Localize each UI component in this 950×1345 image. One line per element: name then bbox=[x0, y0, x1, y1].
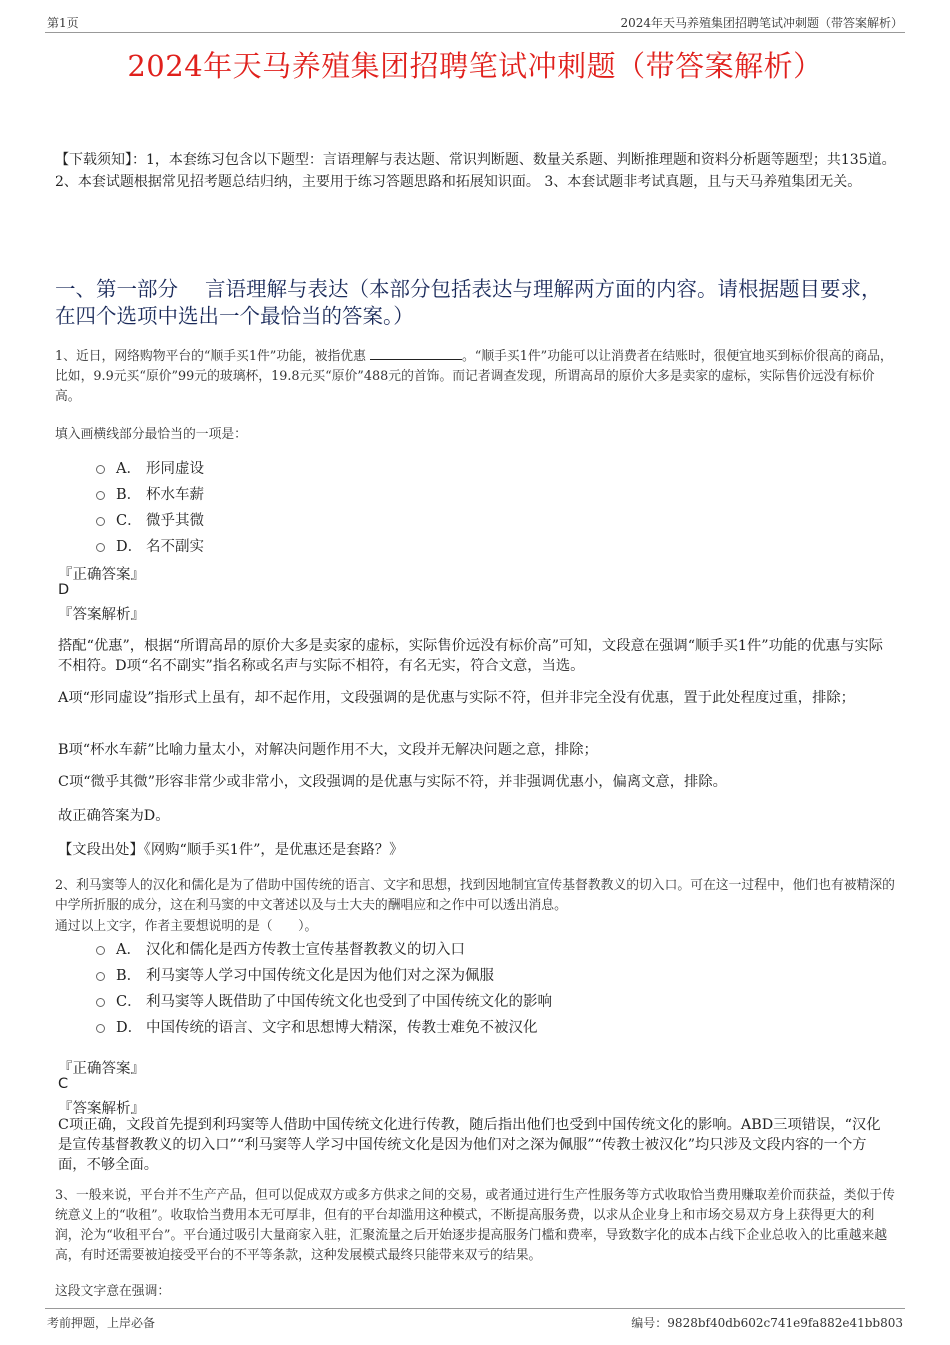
radio-icon[interactable] bbox=[96, 998, 105, 1007]
analysis-paragraph: C项正确，文段首先提到利玛窦等人借助中国传统文化进行传教，随后指出他们也受到中国传统文化的影响。ABD三项错误，“汉化是宣传基督教教义的切入口”“利马窦等人学习中国传统文化是因为他们对之深为佩服”“传教士被汉化”均只涉及文段内容的一个方面，不够全面。 bbox=[58, 1117, 881, 1173]
option-d[interactable]: D． 中国传统的语言、文字和思想博大精深，传教士难免不被汉化 bbox=[96, 1016, 538, 1037]
question-1 bbox=[55, 347, 897, 407]
option-c[interactable]: C． 利马窦等人既借助了中国传统文化也受到了中国传统文化的影响 bbox=[96, 990, 552, 1011]
radio-icon[interactable] bbox=[96, 946, 105, 955]
running-title: 2024年天马养殖集团招聘笔试冲刺题（带答案解析） bbox=[620, 16, 903, 30]
page-title: 2024年天马养殖集团招聘笔试冲刺题（带答案解析） bbox=[127, 49, 823, 83]
document-id: 编号：9828bf40db602c741e9fa882e41bb803 bbox=[631, 1316, 903, 1330]
analysis-paragraph: A项“形同虚设”指形式上虽有，却不起作用，文段强调的是优惠与实际不符，但并非完全没有优惠，置于此处程度过重，排除； bbox=[58, 690, 855, 706]
question-1-prompt: 填入画横线部分最恰当的一项是： bbox=[55, 427, 247, 442]
radio-icon[interactable] bbox=[96, 517, 105, 526]
answer-label: 『正确答案』 bbox=[58, 567, 145, 583]
answer-value: C bbox=[58, 1076, 69, 1092]
answer-label: 『正确答案』 bbox=[58, 1061, 145, 1077]
analysis-paragraph: 搭配“优惠”，根据“所谓高昂的原价大多是卖家的虚标，实际售价远没有标价高”可知，文段意在强调“顺手买1件”功能的优惠与实际不相符。D项“名不副实”指名称或名声与实际不相符，有名无实，符合文意，当选。 bbox=[58, 638, 883, 674]
section-heading: 一、第一部分 言语理解与表达（本部分包括表达与理解两方面的内容。请根据题目要求，在四个选项中选出一个最恰当的答案。） bbox=[55, 277, 882, 328]
analysis-paragraph: B项“杯水车薪”比喻力量太小，对解决问题作用不大，文段并无解决问题之意，排除； bbox=[58, 742, 598, 758]
footer-divider bbox=[45, 1308, 905, 1309]
question-3: 3、一般来说，平台并不生产产品，但可以促成双方或多方供求之间的交易，或者通过进行生产性服务等方式收取恰当费用赚取差价而获益，类似于传统意义上的“收租”。收取恰当费用本无可厚非，但有的平台却滥用这种模式，不断提高服务费，以求从企业身上和市场交易双方身上获得更大的利润，沦为“收租平台”。平台通过吸引大量商家入驻，汇聚流量之后开始逐步提高服务门槛和费率，导致数字化的成本占线下企业总收入的比重越来越高，有时还需要被迫接受平台的不平等条款，这种发展模式最终只能带来双亏的结果。 bbox=[55, 1188, 895, 1263]
footer-slogan: 考前押题，上岸必备 bbox=[47, 1316, 156, 1330]
option-b[interactable]: B． 杯水车薪 bbox=[96, 483, 204, 504]
option-c[interactable]: C． 微乎其微 bbox=[96, 509, 204, 530]
option-a[interactable]: A． 形同虚设 bbox=[96, 457, 204, 478]
question-1-text-after: 。“顺手买1件”功能可以让消费者在结账时，很便宜地买到标价很高的商品，比如，9.9元买“原价”99元的玻璃杯，19.8元买“原价”488元的首饰。而记者调查发现，所谓高昂的原价大多是卖家的虚标，实际售价远没有标价高。 bbox=[55, 349, 893, 404]
source-citation: 【文段出处】《网购“顺手买1件”，是优惠还是套路？》 bbox=[58, 842, 404, 858]
radio-icon[interactable] bbox=[96, 491, 105, 500]
question-3-prompt: 这段文字意在强调： bbox=[55, 1284, 171, 1299]
answer-value: D bbox=[58, 582, 70, 598]
page-number: 第1页 bbox=[47, 16, 79, 30]
analysis-label: 『答案解析』 bbox=[58, 607, 145, 623]
header-divider bbox=[45, 32, 905, 33]
question-1-text-before: 1、近日，网络购物平台的“顺手买1件”功能，被指优惠 bbox=[55, 349, 366, 364]
radio-icon[interactable] bbox=[96, 543, 105, 552]
download-notice: 【下载须知】：1，本套练习包含以下题型：言语理解与表达题、常识判断题、数量关系题、判断推理题和资料分析题等题型；共135道。 2、本套试题根据常见招考题总结归纳，主要用于练习答题思路和拓展知识面。 3、本套试题非考试真题，且与天马养殖集团无关。 bbox=[55, 152, 896, 190]
analysis-paragraph: C项“微乎其微”形容非常少或非常小，文段强调的是优惠与实际不符，并非强调优惠小，偏离文意，排除。 bbox=[58, 774, 727, 790]
fill-blank bbox=[370, 347, 462, 360]
radio-icon[interactable] bbox=[96, 465, 105, 474]
analysis-label: 『答案解析』 bbox=[58, 1101, 145, 1117]
radio-icon[interactable] bbox=[96, 1024, 105, 1033]
option-b[interactable]: B． 利马窦等人学习中国传统文化是因为他们对之深为佩服 bbox=[96, 964, 494, 985]
radio-icon[interactable] bbox=[96, 972, 105, 981]
analysis-conclusion: 故正确答案为D。 bbox=[58, 808, 170, 824]
option-a[interactable]: A． 汉化和儒化是西方传教士宣传基督教教义的切入口 bbox=[96, 938, 465, 959]
question-2: 2、利马窦等人的汉化和儒化是为了借助中国传统的语言、文字和思想，找到因地制宜宣传基督教教义的切入口。可在这一过程中，他们也有被精深的中学所折服的成分，这在利马窦的中文著述以及与士大夫的酬唱应和之作中可以透出消息。 bbox=[55, 878, 895, 913]
question-2-prompt: 通过以上文字，作者主要想说明的是（ ）。 bbox=[55, 919, 318, 934]
option-d[interactable]: D． 名不副实 bbox=[96, 535, 204, 556]
